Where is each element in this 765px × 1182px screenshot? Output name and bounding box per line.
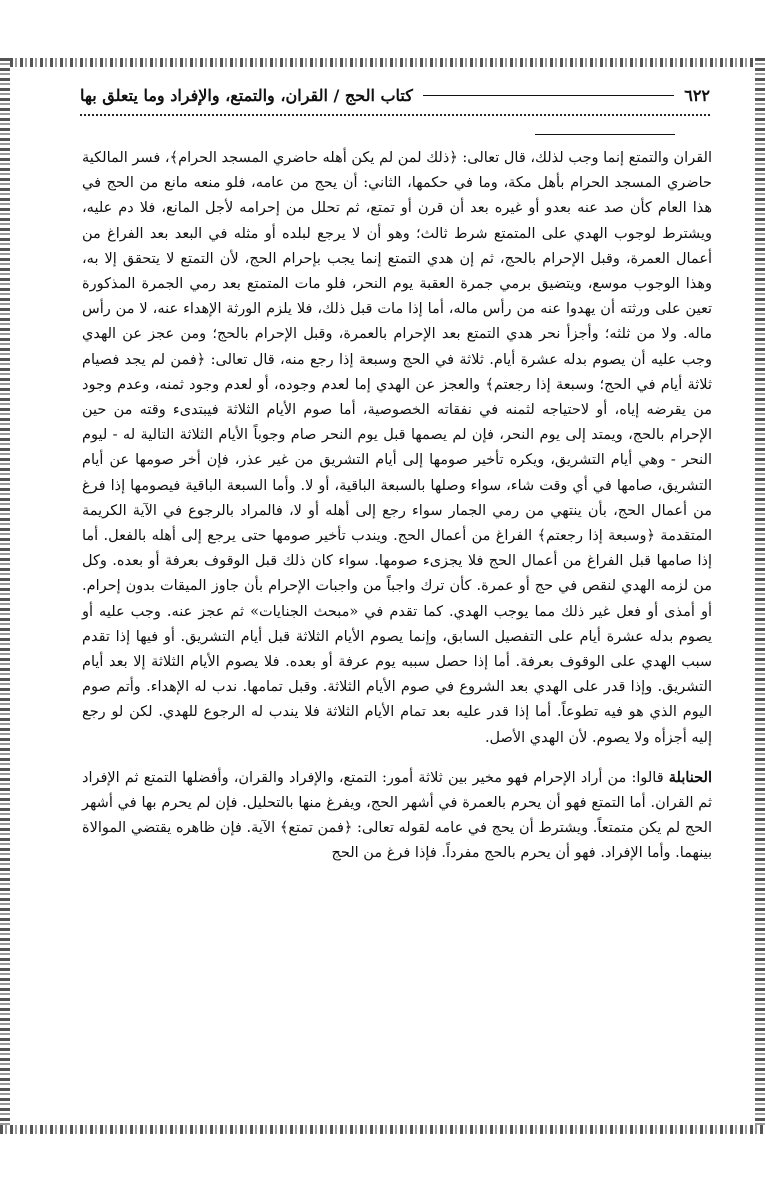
- bottom-border-ornament: [0, 1125, 765, 1134]
- paragraph-maliki: القران والتمتع إنما وجب لذلك، قال تعالى: ﴿ذلك لمن لم يكن أهله حاضري المسجد الحرام﴾، فسر المالكية حاضري المسجد الحرام بأهل مكة، وما في حكمها، الثاني: أن يحج من عامه، فلو منعه مانع من الحج في هذا العام كأن صد عنه بعدو أو غيره بعد أن قرن أو تمتع، ثم تحلل من إحرامه لأجل المانع، فلا دم عليه، ويشترط لوجوب الهدي على المتمتع شرط ثالث؛ وهو أن لا يرجع لبلده أو مثله في البعد بعد الفراغ من أعمال العمرة، وقبل الإحرام بالحج، ثم إن هدي التمتع إنما يجب بإحرام الحج، لأن التمتع لا يتحقق إلا به، وهذا الوجوب موسع، ويتضيق برمي جمرة العقبة يوم النحر، فلو مات المتمتع بعد رمي الجمرة المذكورة تعين على ورثته أن يهدوا عنه من رأس ماله، أما إذا مات قبل ذلك، فلا يلزم الورثة الإهداء عنه، لا من رأس ماله. ولا من ثلثه؛ وأجزأ نحر هدي التمتع بعد الإحرام بالعمرة، وقبل الإحرام بالحج؛ ومن عجز عن الهدي وجب عليه أن يصوم بدله عشرة أيام. ثلاثة في الحج وسبعة إذا رجع منه، قال تعالى: ﴿فمن لم يجد فصيام ثلاثة أيام في الحج؛ وسبعة إذا رجعتم﴾ والعجز عن الهدي إما لعدم وجوده، أو لعدم وجود ثمنه، وعدم وجود من يقرضه إياه، أو لاحتياجه لثمنه في نفقاته الخصوصية، أما صوم الأيام الثلاثة فيبتدىء وقته من حين الإحرام بالحج، ويمتد إلى يوم النحر، فإن لم يصمها قبل يوم النحر صام وجوباً الأيام الثلاثة التالية له - ليوم النحر - وهي أيام التشريق، ويكره تأخير صومها إلى أيام التشريق من غير عذر، فإن أخر صومها عن أيام التشريق، صامها في أي وقت شاء، سواء وصلها بالسبعة الباقية، أو لا. وأما السبعة الباقية فيصومها إذا فرغ من أعمال الحج، بأن ينتهي من رمي الجمار سواء رجع إلى أهله أو لا، فالمراد بالرجوع في الآية الكريمة المتقدمة ﴿وسبعة إذا رجعتم﴾ الفراغ من أعمال الحج. ويندب تأخير صومها حتى يرجع إلى أهله بالفعل. أما إذا صامها قبل الفراغ من أعمال الحج فلا يجزىء صومها. سواء كان ذلك قبل الوقوف بعرفة أو بعده. وكل من لزمه الهدي لنقص في حج أو عمرة. كأن ترك واجباً من واجبات الإحرام بأن جاوز الميقات بدون إحرام. أو أمذى أو فعل غير ذلك مما يوجب الهدي. كما تقدم في «مبحث الجنايات» ثم عجز عنه. وجب عليه أو يصوم بدله عشرة أيام على التفصيل السابق، وإنما يصوم الأيام الثلاثة قبل أيام التشريق. أو فيها إذا تقدم سبب الهدي على الوقوف بعرفة. أما إذا حصل سببه يوم عرفة أو بعده. فلا يصوم الأيام الثلاثة إلا بعد أيام التشريق. وإذا قدر على الهدي بعد الشروع في صوم الأيام الثلاثة. وقبل تمامها. ندب له الإهداء. وأتم صوم اليوم الذي هو فيه تطوعاً. أما إذا قدر عليه بعد تمام الأيام الثلاثة فلا يندب له الرجوع للهدي. لكن لو رجع إليه أجزأه ولا يصوم. لأن الهدي الأصل.: [82, 150, 712, 746]
- page-number: ٦٢٢: [684, 85, 710, 105]
- left-border-ornament: [0, 58, 10, 1134]
- page-header: [80, 82, 710, 108]
- paragraph-hanbali-text: قالوا: من أراد الإحرام فهو مخير بين ثلاثة أمور: التمتع، والإفراد والقران، وأفضلها التمتع ثم الإفراد ثم القران. أما التمتع فهو أن يحرم بالعمرة في أشهر الحج، ويفرغ منها بالتحليل. فإن لم يحرم بها في أشهر الحج لم يكن متمتعاً. ويشترط أن يحج في عامه لقوله تعالى: ﴿فمن تمتع﴾ الآية. فإن ظاهره يقتضي الموالاة بينهما. وأما الإفراد. فهو أن يحرم بالحج مفرداً. فإذا فرغ من الحج: [82, 769, 712, 862]
- top-border-ornament: [0, 58, 765, 67]
- paragraph-hanbali: [82, 765, 712, 867]
- footnote-rule: [535, 134, 675, 135]
- right-border-ornament: [755, 58, 765, 1134]
- main-text: [82, 146, 712, 867]
- header-rule: [423, 95, 674, 96]
- header-dotted-rule: [80, 114, 710, 116]
- paragraph-gap: [82, 751, 712, 765]
- school-label-hanbali: الحنابلة: [668, 768, 712, 786]
- running-title: كتاب الحج / القران، والتمتع، والإفراد وما يتعلق بها: [80, 85, 413, 105]
